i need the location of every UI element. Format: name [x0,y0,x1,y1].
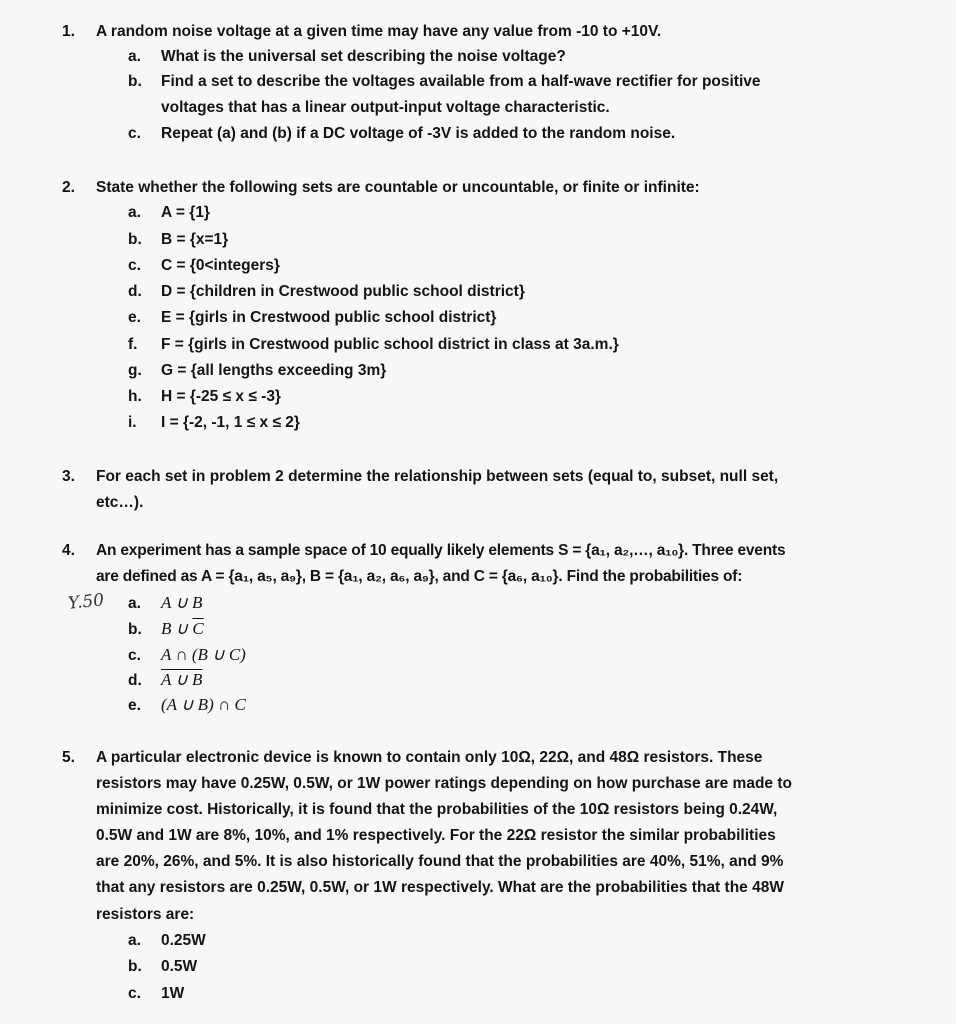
q1-c-text: Repeat (a) and (b) if a DC voltage of -3V is added to the random noise. [161,125,676,142]
q2-a-letter: a. [128,204,141,221]
q5-b-text: 0.5W [161,958,198,975]
q2-f-letter: f. [128,336,138,353]
q4-c-expr: A ∩ (B ∪ C) [161,645,246,664]
q4-a-expr: A ∪ B [161,593,203,612]
q4-b-letter: b. [128,621,142,638]
q1-text: A random noise voltage at a given time may have any value from -10 to +10V. [96,23,662,40]
q2-a-text: A = {1} [161,204,210,221]
q4-text: An experiment has a sample space of 10 equally likely elements S = {a₁, a₂,…, a₁₀}. Three events [96,542,786,559]
handwritten-note: Y.50 [67,590,106,614]
q5-b-letter: b. [128,958,142,975]
q1-c-letter: c. [128,125,141,142]
q2-f-text: F = {girls in Crestwood public school district in class at 3a.m.} [161,336,619,353]
q3-text: For each set in problem 2 determine the relationship between sets (equal to, subset, null set, [96,468,779,485]
q2-d-letter: d. [128,283,142,300]
q4-b-expr-complement: $\overline{C}$ [192,619,204,638]
q4-text-cont: are defined as A = {a₁, a₅, a₉}, B = {a₁, a₂, a₆, a₉}, and C = {a₆, a₁₀}. Find the probabilities of: [96,568,743,585]
q2-e-text: E = {girls in Crestwood public school district} [161,309,497,326]
q2-c-letter: c. [128,257,141,274]
q5-text-line-1: A particular electronic device is known to contain only 10Ω, 22Ω, and 48Ω resistors. These [96,749,763,766]
q2-text: State whether the following sets are countable or uncountable, or finite or infinite: [96,179,700,196]
q1-b-letter: b. [128,73,142,90]
q5-c-text: 1W [161,985,185,1002]
q2-g-letter: g. [128,362,142,379]
q2-number: 2. [62,179,75,196]
q5-text-line-4: 0.5W and 1W are 8%, 10%, and 1% respectively. For the 22Ω resistor the similar probabilities [96,827,776,844]
q1-a-text: What is the universal set describing the noise voltage? [161,48,566,65]
q5-text-line-6: that any resistors are 0.25W, 0.5W, or 1W respectively. What are the probabilities that the 48W [96,879,784,896]
q5-text-line-5: are 20%, 26%, and 5%. It is also historically found that the probabilities are 40%, 51%, and 9% [96,853,784,870]
q4-e-expr: (A ∪ B) ∩ C [161,695,246,714]
q2-c-text: C = {0<integers} [161,257,280,274]
q2-b-letter: b. [128,231,142,248]
q2-h-text: H = {-25 ≤ x ≤ -3} [161,388,281,405]
q4-d-letter: d. [128,672,142,689]
q4-b-expr-pre: B ∪ [161,619,193,638]
q4-e-letter: e. [128,697,141,714]
q5-text-line-2: resistors may have 0.25W, 0.5W, or 1W power ratings depending on how purchase are made to [96,775,792,792]
q1-a-letter: a. [128,48,141,65]
q2-i-text: I = {-2, -1, 1 ≤ x ≤ 2} [161,414,300,431]
q5-c-letter: c. [128,985,141,1002]
q2-g-text: G = {all lengths exceeding 3m} [161,362,387,379]
q2-i-letter: i. [128,414,137,431]
q5-number: 5. [62,749,75,766]
q4-c-letter: c. [128,647,141,664]
q5-a-text: 0.25W [161,932,206,949]
q2-d-text: D = {children in Crestwood public school district} [161,283,525,300]
q3-number: 3. [62,468,75,485]
q2-b-text: B = {x=1} [161,231,229,248]
q1-number: 1. [62,23,75,40]
q1-b-text-cont: voltages that has a linear output-input voltage characteristic. [161,99,610,116]
q2-h-letter: h. [128,388,142,405]
q4-d-expr: A ∪ B [161,670,203,689]
q3-text-cont: etc…). [96,494,144,511]
q4-number: 4. [62,542,75,559]
q4-a-letter: a. [128,595,141,612]
q5-text-line-7: resistors are: [96,906,195,923]
q4-b-expr [161,619,204,639]
q1-b-text: Find a set to describe the voltages available from a half-wave rectifier for positive [161,73,761,90]
q5-a-letter: a. [128,932,141,949]
q5-text-line-3: minimize cost. Historically, it is found that the probabilities of the 10Ω resistors being 0.24W, [96,801,778,818]
q2-e-letter: e. [128,309,141,326]
